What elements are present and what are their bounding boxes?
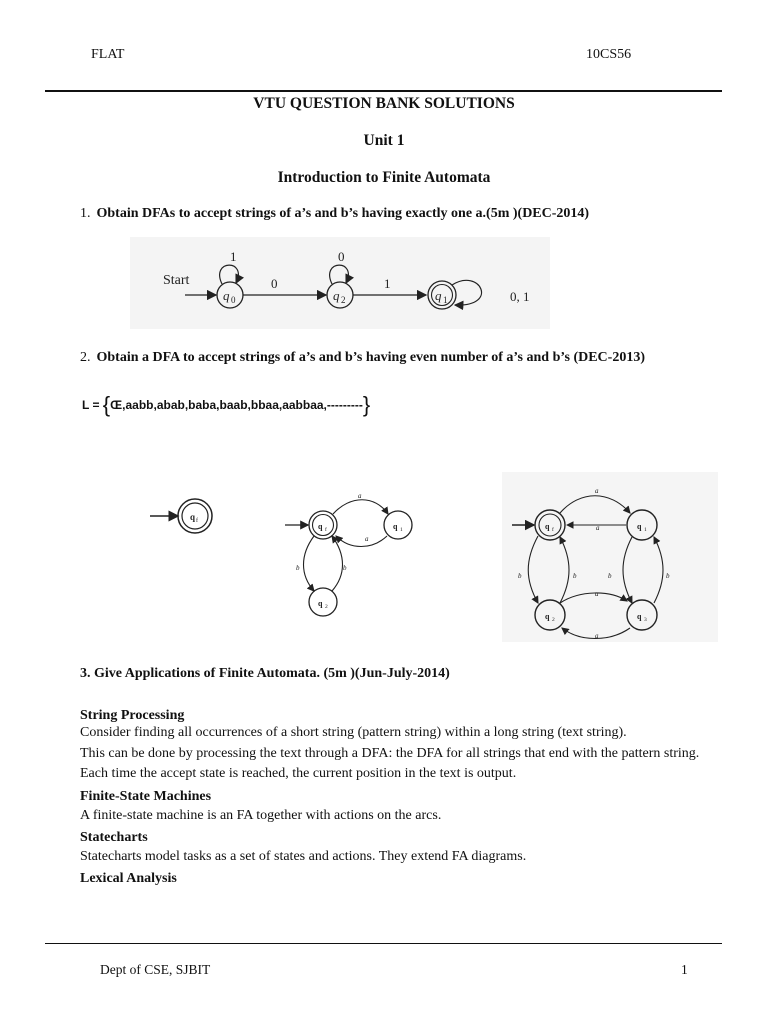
svg-text:b: b (573, 572, 577, 580)
svg-text:f: f (325, 527, 327, 533)
page-title: VTU QUESTION BANK SOLUTIONS (253, 95, 515, 112)
svg-text:2: 2 (341, 295, 346, 305)
question-1-number: 1. (80, 206, 91, 221)
svg-text:b: b (518, 572, 522, 580)
language-open-brace: { (102, 392, 111, 417)
language-definition (82, 392, 370, 418)
question-2-number: 2. (80, 350, 91, 365)
svg-text:1: 1 (644, 527, 647, 533)
svg-text:f: f (552, 527, 554, 533)
svg-text:a: a (595, 590, 599, 598)
page-number: 1 (681, 962, 688, 977)
svg-text:q: q (545, 612, 550, 621)
transition-label: 0 (338, 249, 345, 264)
svg-text:q: q (637, 612, 642, 621)
paragraph-line: Statecharts model tasks as a set of states and actions. They extend FA diagrams. (80, 849, 527, 864)
svg-text:q: q (333, 288, 340, 303)
dfa-four-state (502, 472, 718, 642)
svg-text:q: q (393, 522, 398, 531)
section-body-string-processing (80, 723, 730, 785)
svg-text:a: a (595, 632, 599, 640)
transition-label: 1 (230, 249, 237, 264)
question-1-text: Obtain DFAs to accept strings of a’s and b’s having exactly one a.(5m )(DEC-2014) (96, 206, 590, 221)
svg-text:f: f (196, 518, 198, 524)
section-title-string-processing: String Processing (80, 708, 185, 723)
question-1 (80, 206, 589, 222)
transition-label: 1 (384, 276, 391, 291)
transition-label: 0, 1 (510, 289, 530, 304)
svg-text:a: a (595, 487, 599, 495)
dfa-three-state (285, 492, 412, 616)
svg-text:q: q (545, 522, 550, 531)
transition-label: 0 (271, 276, 278, 291)
svg-text:b: b (296, 564, 300, 572)
topic-title: Introduction to Finite Automata (277, 169, 491, 186)
svg-text:a: a (365, 535, 369, 543)
svg-text:b: b (343, 564, 347, 572)
question-2 (80, 350, 645, 366)
svg-text:q: q (435, 288, 442, 303)
svg-text:2: 2 (325, 604, 328, 610)
svg-text:b: b (666, 572, 670, 580)
section-title-lexical-analysis: Lexical Analysis (80, 871, 177, 886)
svg-text:a: a (596, 524, 600, 532)
svg-text:2: 2 (552, 617, 555, 623)
paragraph-line: Consider finding all occurrences of a short string (pattern string) within a long string (text string). (80, 725, 627, 740)
svg-text:3: 3 (644, 617, 647, 623)
language-prefix: L = (82, 398, 103, 412)
svg-text:q: q (190, 512, 196, 522)
start-label: Start (163, 273, 190, 288)
svg-text:1: 1 (400, 527, 403, 533)
svg-text:q: q (637, 522, 642, 531)
footer-rule (45, 943, 722, 944)
language-close-brace: } (362, 392, 371, 417)
dfa-diagrams-even-a-b (140, 470, 720, 650)
paragraph-line: A finite-state machine is an FA together with actions on the arcs. (80, 808, 442, 823)
svg-text:q: q (223, 288, 230, 303)
svg-text:0: 0 (231, 295, 236, 305)
section-body-finite-state-machines (80, 806, 730, 827)
svg-text:q: q (318, 599, 323, 608)
svg-text:b: b (608, 572, 612, 580)
header-rule (45, 90, 722, 92)
header-code: 10CS56 (586, 47, 632, 62)
question-3-heading: 3. Give Applications of Finite Automata. (5m )(Jun-July-2014) (80, 666, 450, 681)
section-title-finite-state-machines: Finite-State Machines (80, 789, 212, 804)
footer-department: Dept of CSE, SJBIT (100, 962, 211, 977)
paragraph-line: This can be done by processing the text through a DFA: the DFA for all strings that end with the pattern string. Each time the accept state is reached, the current position in the text is output. (80, 745, 700, 781)
dfa-single-state (150, 499, 212, 533)
svg-text:1: 1 (443, 295, 448, 305)
svg-text:a: a (358, 492, 362, 500)
unit-title: Unit 1 (363, 132, 405, 149)
language-strings: Œ,aabb,abab,baba,baab,bbaa,aabbaa,--------- (110, 398, 363, 412)
section-title-statecharts: Statecharts (80, 830, 148, 845)
section-body-statecharts (80, 847, 730, 868)
svg-text:q: q (318, 522, 323, 531)
header-course: FLAT (91, 47, 125, 62)
question-2-text: Obtain a DFA to accept strings of a’s and b’s having even number of a’s and b’s (DEC-2013) (96, 350, 645, 365)
dfa-diagram-exactly-one-a (130, 237, 550, 329)
